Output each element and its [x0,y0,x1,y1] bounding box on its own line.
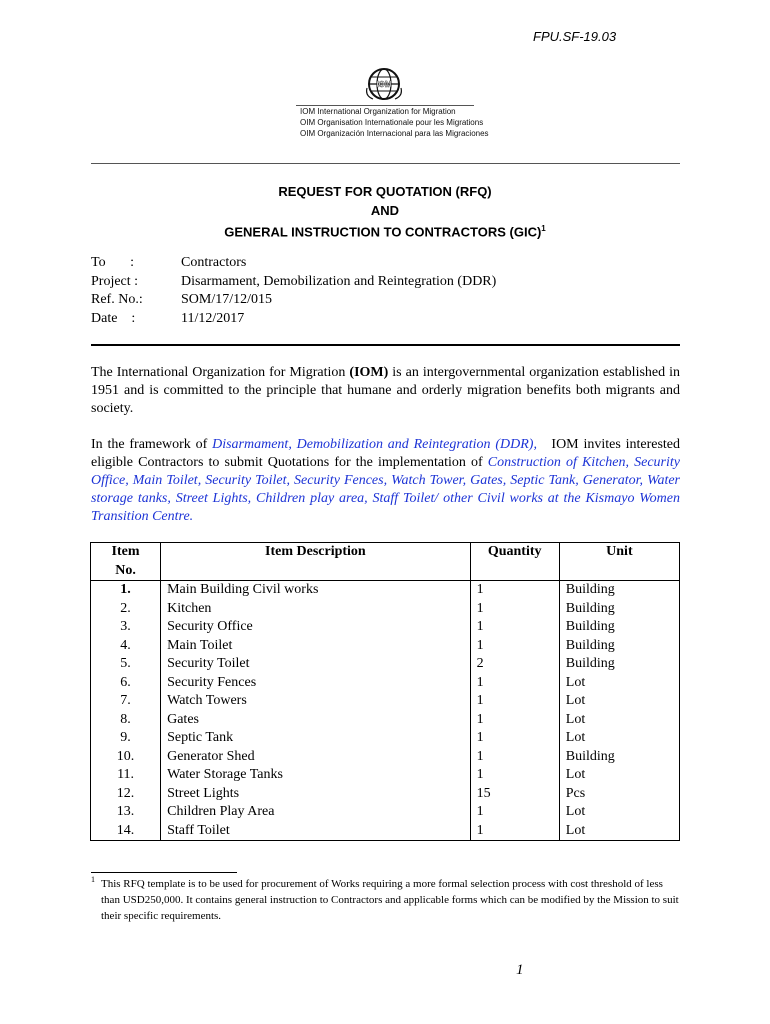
iom-globe-icon [363,66,405,102]
description-cell: Kitchen [161,600,471,619]
col-description: Item Description [161,543,471,581]
quantity-cell: 1 [470,581,559,600]
table-row [91,729,680,748]
quantity-cell: 1 [470,766,559,785]
table-row [91,785,680,804]
iom-logo [296,66,489,139]
description-cell: Watch Towers [161,692,471,711]
table-row [91,711,680,730]
quantity-cell: 1 [470,637,559,656]
item-no-cell: 3. [91,618,161,637]
item-no-cell: 7. [91,692,161,711]
table-row [91,600,680,619]
unit-cell: Lot [559,674,679,693]
description-cell: Water Storage Tanks [161,766,471,785]
quantity-cell: 1 [470,692,559,711]
logo-line-fr: OIM Organisation Internationale pour les Migrations [300,118,484,127]
quantity-cell: 15 [470,785,559,804]
description-cell: Gates [161,711,471,730]
table-row [91,692,680,711]
iom-emblem-text: IOM [376,80,392,89]
unit-cell: Building [559,637,679,656]
item-no-cell: 4. [91,637,161,656]
col-unit: Unit [559,543,679,581]
items-table-body [91,581,680,841]
unit-cell: Lot [559,766,679,785]
table-row [91,766,680,785]
table-row [91,581,680,600]
quantity-cell: 1 [470,600,559,619]
description-cell: Security Fences [161,674,471,693]
item-no-cell: 2. [91,600,161,619]
item-no-cell: 6. [91,674,161,693]
items-table [90,542,680,841]
project-name-text: Disarmament, Demobilization and Reintegration (DDR), [212,437,537,452]
meta-to: To : Contractors [91,255,247,270]
unit-cell: Building [559,618,679,637]
header-divider [91,163,680,164]
description-cell: Main Building Civil works [161,581,471,600]
quantity-cell: 1 [470,822,559,841]
item-no-cell: 9. [91,729,161,748]
meta-ref-no: Ref. No.: SOM/17/12/015 [91,292,273,307]
table-row [91,655,680,674]
footnote-text: This RFQ template is to be used for procurement of Works requiring a more formal selection process with cost threshold of less than USD250,000. It contains general instruction to Contractors and applicable forms which can be modified by the Mission to suit their specific requirements. [101,878,679,922]
description-cell: Security Toilet [161,655,471,674]
quantity-cell: 1 [470,803,559,822]
title-line-1: REQUEST FOR QUOTATION (RFQ) [278,184,492,199]
table-row [91,748,680,767]
meta-project: Project : Disarmament, Demobilization and Reintegration (DDR) [91,273,497,289]
logo-line-es: OIM Organización Internacional para las Migraciones [300,129,489,138]
unit-cell: Lot [559,803,679,822]
quantity-cell: 1 [470,618,559,637]
unit-cell: Lot [559,692,679,711]
unit-cell: Building [559,655,679,674]
item-no-cell: 8. [91,711,161,730]
unit-cell: Building [559,600,679,619]
unit-cell: Lot [559,822,679,841]
description-cell: Children Play Area [161,803,471,822]
quantity-cell: 1 [470,674,559,693]
unit-cell: Lot [559,711,679,730]
table-row [91,822,680,841]
item-no-cell: 5. [91,655,161,674]
item-no-cell: 12. [91,785,161,804]
table-header-row [91,543,680,581]
footnote-divider [91,872,237,873]
description-cell: Generator Shed [161,748,471,767]
unit-cell: Pcs [559,785,679,804]
col-quantity: Quantity [470,543,559,581]
meta-date: Date : 11/12/2017 [91,310,245,326]
table-row [91,674,680,693]
unit-cell: Lot [559,729,679,748]
quantity-cell: 1 [470,748,559,767]
description-cell: Security Office [161,618,471,637]
item-no-cell: 10. [91,748,161,767]
document-title [0,183,770,242]
intro-paragraph: The International Organization for Migration (IOM) is an intergovernmental organization established in 1951 and is committed to the principle that humane and orderly migration benefits both migrants and society. [91,365,680,416]
framework-paragraph: In the framework of Disarmament, Demobilization and Reintegration (DDR), IOM invites interested eligible Contractors to submit Quotations for the implementation of Construction of Kitchen, Security Office, Main Toilet, Security Toilet, Security Fences, Watch Tower, Gates, Septic Tank, Generator, Water storage tanks, Street Lights, Children play area, Staff Toilet/ other Civil works at the Kismayo Women Transition Centre. [91,437,684,524]
footnote [91,876,681,924]
footnote-mark: 1 [91,875,95,884]
meta-block [91,254,496,328]
description-cell: Septic Tank [161,729,471,748]
quantity-cell: 1 [470,711,559,730]
description-cell: Street Lights [161,785,471,804]
form-code: FPU.SF-19.03 [533,29,617,44]
works-scope-text: Construction of Kitchen, Security Office, Main Toilet, Security Toilet, Security Fences, Watch Tower, Gates, Septic Tank, Generator, Water storage tanks, Street Lights, Children play area, Staff Toilet/ other Civil works at the Kismayo Women Transition Centre. [91,455,680,524]
logo-line-en: IOM International Organization for Migration [300,107,456,116]
item-no-cell: 13. [91,803,161,822]
footnote-ref: 1 [541,224,546,233]
unit-cell: Building [559,748,679,767]
description-cell: Main Toilet [161,637,471,656]
item-no-cell: 14. [91,822,161,841]
description-cell: Staff Toilet [161,822,471,841]
page-number: 1 [516,962,524,978]
table-row [91,618,680,637]
table-row [91,637,680,656]
quantity-cell: 2 [470,655,559,674]
item-no-cell: 11. [91,766,161,785]
unit-cell: Building [559,581,679,600]
col-item-no: Item No. [91,543,161,581]
title-line-2: AND [370,202,400,218]
item-no-cell: 1. [91,581,161,600]
quantity-cell: 1 [470,729,559,748]
table-row [91,803,680,822]
meta-divider [91,344,680,346]
title-line-3: GENERAL INSTRUCTION TO CONTRACTORS (GIC)$^1$ [224,224,546,240]
